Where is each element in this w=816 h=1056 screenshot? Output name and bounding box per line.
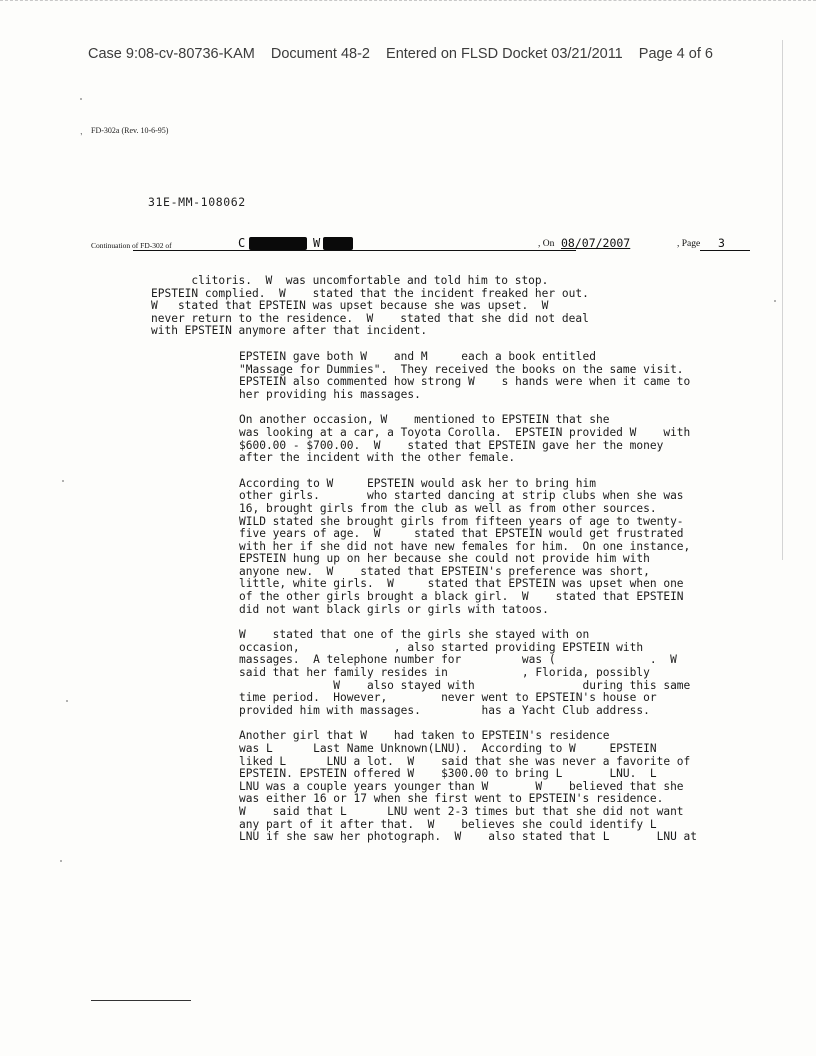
- text-line: said that her family resides in , Florida, possibly: [239, 666, 650, 680]
- file-number: 31E-MM-108062: [148, 195, 246, 209]
- subject-initial-c: C: [238, 236, 246, 250]
- text-line: after the incident with the other female.: [239, 451, 516, 465]
- text-line: massages. A telephone number for was ( . W: [239, 653, 677, 667]
- text-line: with her if she did not have new females for him. On one instance,: [239, 539, 691, 553]
- text-line: W stated that one of the girls she stayed with on: [239, 628, 590, 642]
- page-indicator: Page 4 of 6: [638, 46, 713, 62]
- text-line: other girls. who started dancing at strip clubs when she was: [239, 489, 684, 503]
- text-line: never return to the residence. W stated that she did not deal: [151, 311, 589, 325]
- text-line: was either 16 or 17 when she first went to EPSTEIN's residence.: [239, 792, 664, 806]
- page-underline: [700, 250, 750, 251]
- continuation-line: [91, 236, 751, 252]
- case-number: Case 9:08-cv-80736-KAM: [88, 46, 255, 62]
- text-line: time period. However, never went to EPSTEIN's house or: [239, 691, 657, 705]
- continuation-underline: [133, 250, 576, 251]
- text-line: LNU if she saw her photograph. W also stated that L LNU at: [239, 830, 698, 844]
- text-line: According to W EPSTEIN would ask her to bring him: [239, 476, 596, 490]
- text-line: $600.00 - $700.00. W stated that EPSTEIN gave her the money: [239, 438, 664, 452]
- text-line: her providing his massages.: [239, 387, 421, 401]
- continuation-label: Continuation of FD-302 of: [91, 241, 172, 250]
- text-line: W also stayed with during this same: [239, 678, 691, 692]
- scan-speck: [60, 860, 62, 862]
- text-line: Another girl that W had taken to EPSTEIN's residence: [239, 729, 610, 743]
- interview-body: [151, 275, 751, 857]
- text-line: liked L LNU a lot. W said that she was never a favorite of: [239, 754, 691, 768]
- document-number: Document 48-2: [270, 46, 370, 62]
- footer-rule: [91, 1000, 191, 1001]
- text-line: anyone new. W stated that EPSTEIN's preference was short,: [239, 564, 650, 578]
- subject-initial-w: W: [313, 236, 321, 250]
- text-line: EPSTEIN gave both W and M each a book entitled: [239, 349, 596, 363]
- text-line: EPSTEIN also commented how strong W s hands were when it came to: [239, 375, 691, 389]
- text-line: occasion, , also started providing EPSTEIN with: [239, 640, 644, 654]
- text-line: EPSTEIN hung up on her because she could not provide him with: [239, 552, 650, 566]
- text-line: clitoris. W was uncomfortable and told him to stop.: [151, 274, 549, 287]
- redaction-bar: [323, 237, 353, 250]
- court-filing-header: [88, 46, 748, 62]
- text-line: did not want black girls or girls with tatoos.: [239, 602, 549, 616]
- paragraph: [151, 629, 751, 717]
- text-line: provided him with massages. has a Yacht Club address.: [239, 703, 650, 717]
- text-line: W stated that EPSTEIN was upset because she was upset. W: [151, 299, 549, 313]
- paragraph: [151, 730, 751, 843]
- text-line: with EPSTEIN anymore after that incident.: [151, 324, 428, 338]
- text-line: was L Last Name Unknown(LNU). According to W EPSTEIN: [239, 742, 657, 755]
- paragraph: [151, 414, 751, 464]
- margin-mark: ,: [80, 126, 83, 136]
- text-line: "Massage for Dummies". They received the books on the same visit.: [239, 362, 684, 376]
- text-line: LNU was a couple years younger than W W believed that she: [239, 779, 684, 793]
- scan-edge-right: [782, 40, 783, 560]
- text-line: EPSTEIN complied. W stated that the incident freaked her out.: [151, 286, 589, 300]
- text-line: 16, brought girls from the club as well as from other sources.: [239, 501, 657, 515]
- text-line: WILD stated she brought girls from fifteen years of age to twenty-: [239, 514, 684, 528]
- text-line: little, white girls. W stated that EPSTEIN was upset when one: [239, 577, 684, 591]
- scan-speck: [66, 700, 68, 702]
- redaction-bar: [249, 237, 307, 250]
- text-line: was looking at a car, a Toyota Corolla. EPSTEIN provided W with: [239, 425, 691, 439]
- on-label: , On: [538, 239, 555, 249]
- paragraph: [151, 478, 751, 617]
- paragraph: [151, 275, 751, 338]
- text-line: W said that L LNU went 2-3 times but that she did not want: [239, 804, 684, 818]
- text-line: On another occasion, W mentioned to EPSTEIN that she: [239, 413, 610, 427]
- text-line: any part of it after that. W believes she could identify L: [239, 817, 657, 831]
- text-line: five years of age. W stated that EPSTEIN would get frustrated: [239, 527, 684, 541]
- interview-date: 08/07/2007: [561, 236, 631, 250]
- page-label: , Page: [677, 239, 701, 249]
- docket-entry: Entered on FLSD Docket 03/21/2011: [386, 46, 623, 62]
- page-number: 3: [718, 236, 725, 250]
- scan-speck: [80, 98, 82, 100]
- text-line: EPSTEIN. EPSTEIN offered W $300.00 to bring L LNU. L: [239, 767, 657, 781]
- text-line: of the other girls brought a black girl. W stated that EPSTEIN: [239, 590, 684, 604]
- scan-edge-top: [0, 0, 816, 11]
- form-identifier: FD-302a (Rev. 10-6-95): [91, 126, 169, 135]
- scan-speck: [774, 300, 776, 302]
- scan-speck: [62, 480, 64, 482]
- paragraph: [151, 351, 751, 401]
